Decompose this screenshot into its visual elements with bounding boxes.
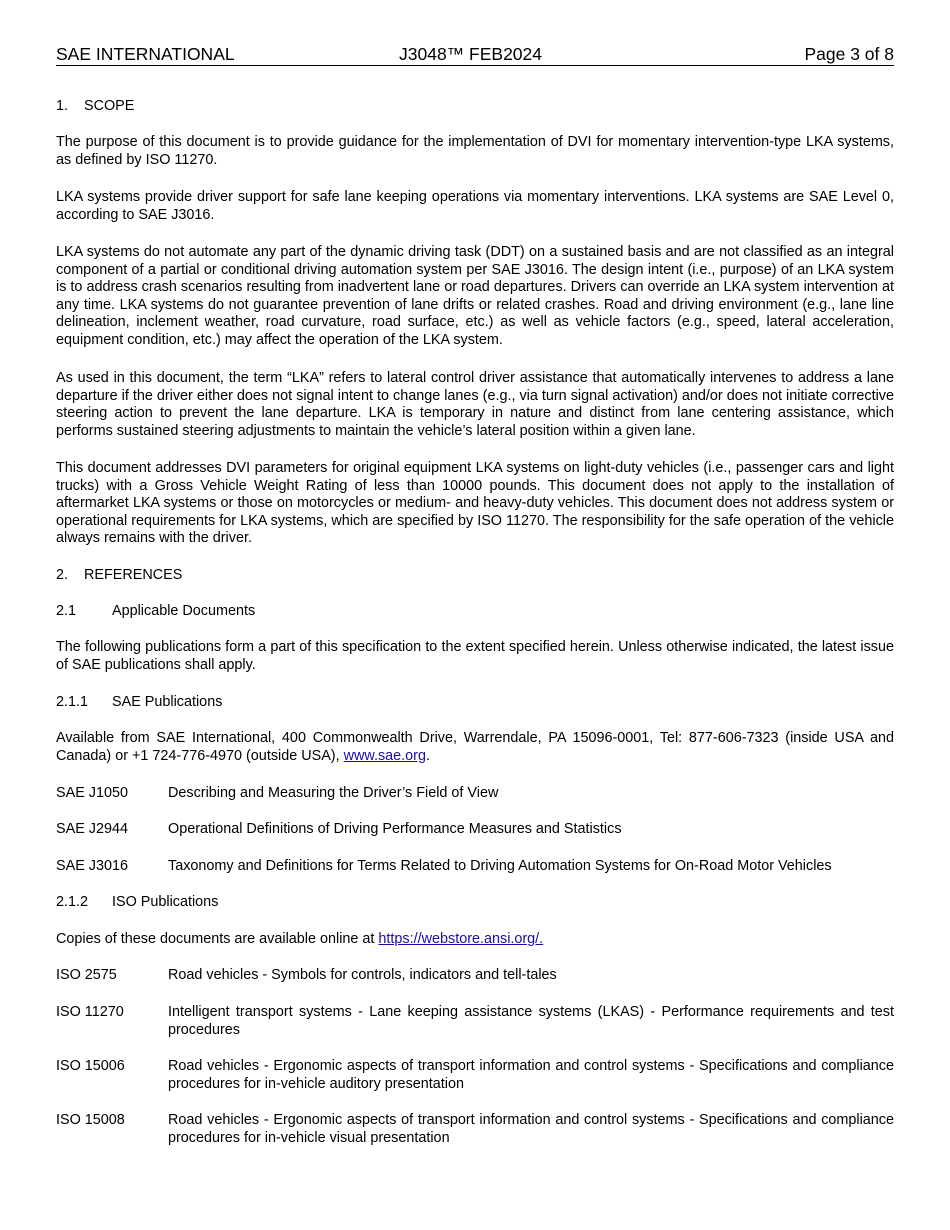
section-2-1-2-number: 2.1.2 [56, 894, 89, 910]
section-2-1-1-heading [56, 694, 894, 712]
header-page-number: Page 3 of 8 [804, 44, 894, 64]
ref-description: Road vehicles - Symbols for controls, indicators and tell-tales [168, 967, 557, 983]
header-org: SAE INTERNATIONAL [56, 44, 235, 64]
ref-id: SAE J3016 [56, 858, 129, 874]
ref-description: Describing and Measuring the Driver’s Field of View [168, 785, 499, 801]
ref-description: Taxonomy and Definitions for Terms Related to Driving Automation Systems for On-Road Motor Vehicles [168, 858, 832, 874]
ref-id: SAE J1050 [56, 785, 129, 801]
scope-paragraph-3: LKA systems do not automate any part of the dynamic driving task (DDT) on a sustained basis and are not classified as an integral component of a partial or conditional driving automation system per SAE J3016. The design intent (i.e., purpose) of an LKA system is to address crash scenarios resulting from inadvertent lane or road departures. Drivers can override an LKA system intervention at any time. LKA systems do not guarantee prevention of lane drifts or related crashes. Road and driving environment (e.g., lane line delineation, inclement weather, road curvature, road surface, etc.) as well as vehicle factors (e.g., speed, lateral acceleration, equipment condition, etc.) may affect the operation of the LKA system. [56, 244, 894, 348]
ref-id: ISO 11270 [56, 1004, 124, 1020]
ansi-webstore-link[interactable]: https://webstore.ansi.org/. [378, 931, 544, 947]
iso-availability-paragraph [56, 931, 894, 949]
ref-description: Road vehicles - Ergonomic aspects of transport information and control systems - Specifications and compliance procedures for in-vehicle visual presentation [168, 1112, 894, 1146]
section-2-title: REFERENCES [84, 567, 183, 583]
scope-paragraph-2: LKA systems provide driver support for safe lane keeping operations via momentary interventions. LKA systems are SAE Level 0, according to SAE J3016. [56, 189, 894, 223]
section-2-1-heading [56, 603, 894, 621]
section-2-1-2-heading [56, 894, 894, 912]
ref-id: ISO 15006 [56, 1058, 125, 1074]
section-1-title: SCOPE [84, 98, 135, 114]
section-2-1-1-number: 2.1.1 [56, 694, 89, 710]
scope-paragraph-1: The purpose of this document is to provide guidance for the implementation of DVI for momentary intervention-type LKA systems, as defined by ISO 11270. [56, 134, 894, 168]
sae-website-link[interactable]: www.sae.org [343, 747, 426, 764]
applicable-docs-paragraph: The following publications form a part of this specification to the extent specified herein. Unless otherwise indicated, the latest issue of SAE publications shall apply. [56, 639, 894, 673]
sae-availability-paragraph [56, 730, 894, 765]
iso-availability-text: Copies of these documents are available online at [56, 931, 375, 947]
scope-paragraph-5: This document addresses DVI parameters for original equipment LKA systems on light-duty vehicles (i.e., passenger cars and light trucks) with a Gross Vehicle Weight Rating of less than 10000 pounds. This document does not apply to the installation of aftermarket LKA systems or those on motorcycles or medium- and heavy-duty vehicles. This document does not address system or operational requirements for LKA systems, which are specified by ISO 11270. The responsibility for the safe operation of the vehicle always remains with the driver. [56, 460, 894, 547]
ref-description: Intelligent transport systems - Lane keeping assistance systems (LKAS) - Performance requirements and test procedures [168, 1004, 894, 1038]
section-1-heading [56, 98, 894, 116]
page-header [56, 44, 894, 66]
ref-description: Road vehicles - Ergonomic aspects of transport information and control systems - Specifications and compliance procedures for in-vehicle auditory presentation [168, 1058, 894, 1092]
ref-id: ISO 2575 [56, 967, 117, 983]
section-2-1-title: Applicable Documents [112, 603, 256, 619]
ref-id: SAE J2944 [56, 821, 129, 837]
section-2-1-1-title: SAE Publications [112, 694, 223, 710]
sae-link-period: . [425, 747, 430, 764]
section-2-1-number: 2.1 [56, 603, 77, 619]
section-2-number: 2. [56, 567, 69, 583]
scope-paragraph-4: As used in this document, the term “LKA” refers to lateral control driver assistance that automatically intervenes to address a lane departure if the driver either does not signal intent to change lanes (e.g., via turn signal activation) and/or does not initiate corrective steering action to prevent the lane departure. LKA is temporary in nature and distinct from lane centering assistance, which performs sustained steering adjustments to maintain the vehicle’s lateral position within a given lane. [56, 370, 894, 439]
header-doc-number: J3048™ FEB2024 [399, 44, 543, 64]
section-2-heading [56, 567, 894, 585]
sae-availability-text: Available from SAE International, 400 Commonwealth Drive, Warrendale, PA 15096-0001, Tel: 877-606-7323 (inside USA and Canada) or +1 724-776-4970 (outside USA), [56, 730, 894, 764]
ref-description: Operational Definitions of Driving Performance Measures and Statistics [168, 821, 622, 837]
section-1-number: 1. [56, 98, 69, 114]
ref-id: ISO 15008 [56, 1112, 125, 1128]
section-2-1-2-title: ISO Publications [112, 894, 219, 910]
